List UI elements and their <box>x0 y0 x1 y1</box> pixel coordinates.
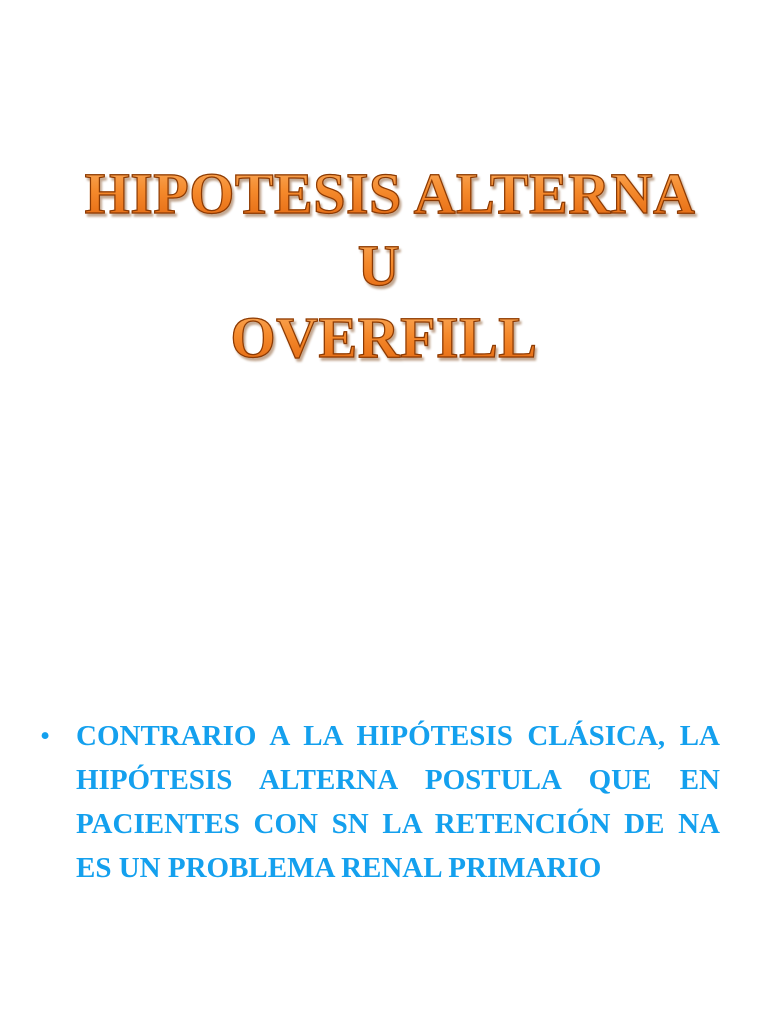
bullet-text: CONTRARIO A LA HIPÓTESIS CLÁSICA, LA HIPÓTESIS ALTERNA POSTULA QUE EN PACIENTES CON SN LA RETENCIÓN DE NA ES UN PROBLEMA RENAL PRIMARIO <box>76 720 720 884</box>
slide-title <box>0 158 768 374</box>
bullet-list <box>40 714 720 890</box>
title-line-3: OVERFILL <box>0 302 768 374</box>
bullet-item <box>40 714 720 890</box>
bullet-marker: • <box>40 720 51 752</box>
title-line-1: HIPOTESIS ALTERNA <box>12 158 768 230</box>
title-line-2: U <box>0 230 768 302</box>
